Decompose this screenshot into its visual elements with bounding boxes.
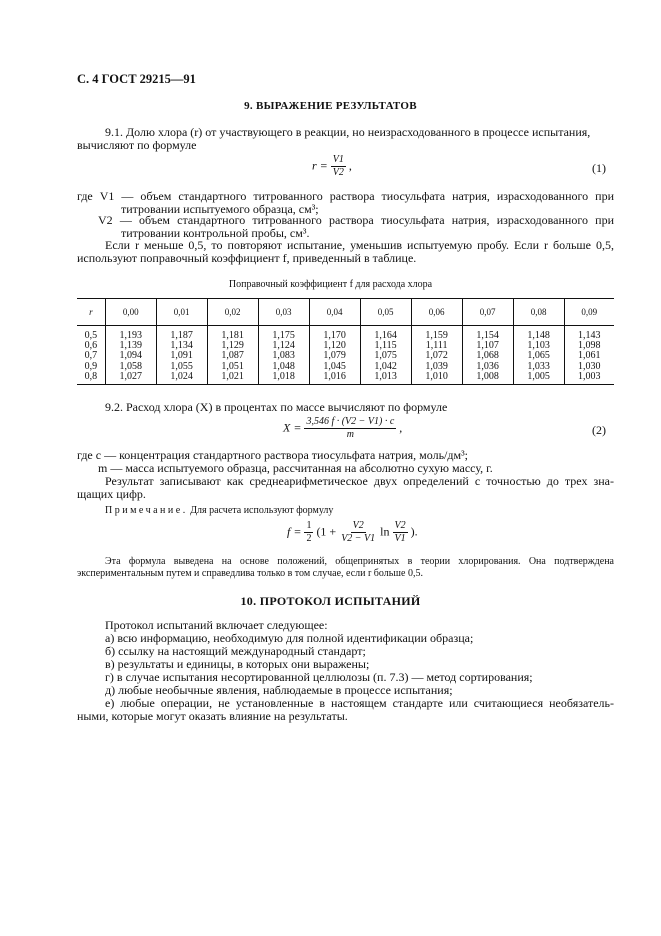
formula-1-lhs: r = <box>312 158 328 173</box>
protocol-item-g: г) в случае испытания несортированной целлюлозы (п. 7.3) — метод сортирования; <box>105 670 533 684</box>
table-cell: 1,061 <box>564 351 614 361</box>
formula-1-numerator: V1 <box>332 154 344 165</box>
table-cell: 0,6 <box>84 340 98 352</box>
table-cell: 1,033 <box>513 362 564 372</box>
formula-1-tail: , <box>348 158 352 173</box>
table-cell: 1,181 <box>207 326 258 342</box>
table-cell: 1,027 <box>105 372 156 385</box>
table-header-cell: 0,09 <box>564 299 614 326</box>
formula-3-ln-den: V1 <box>394 533 406 544</box>
paragraph-9-1-line2: вычисляют по формуле <box>77 138 197 152</box>
table-cell: 1,065 <box>513 351 564 361</box>
table-cell: 1,083 <box>258 351 309 361</box>
where-v2-line1: V2 — объем стандартного титрованного раствора тиосульфата натрия, израсходованного при <box>98 213 614 227</box>
where-v1-line1: где V1 — объем стандартного титрованного раствора тиосульфата натрия, израсходованного при <box>77 189 614 203</box>
formula-3-lhs: f = <box>287 524 302 539</box>
table-cell: 1,120 <box>309 341 360 351</box>
table-cell: 1,018 <box>258 372 309 385</box>
table-cell: 1,164 <box>360 326 411 342</box>
table-cell: 1,139 <box>105 341 156 351</box>
table-cell: 1,045 <box>309 362 360 372</box>
formula-2-number: (2) <box>592 423 606 437</box>
note <box>105 505 333 516</box>
where-v2-line2: титровании контрольной пробы, см³. <box>121 226 310 240</box>
result-line2: щащих цифр. <box>77 487 146 501</box>
table-cell: 1,170 <box>309 326 360 342</box>
formula-3 <box>287 520 418 545</box>
note-label: Примечание. <box>105 505 188 516</box>
formula-3-half <box>304 520 313 545</box>
table-header-cell: 0,06 <box>411 299 462 326</box>
table-header-row <box>77 299 614 326</box>
table-cell: 1,075 <box>360 351 411 361</box>
section-10-title: 10. ПРОТОКОЛ ИСПЫТАНИЙ <box>240 594 421 608</box>
table-cell: 1,143 <box>564 326 614 342</box>
where-c: где c — концентрация стандартного раствора тиосульфата натрия, моль/дм³; <box>77 448 469 462</box>
table-caption: Поправочный коэффициент f для расхода хлора <box>228 279 433 290</box>
table-cell: 1,148 <box>513 326 564 342</box>
table-cell: 1,008 <box>462 372 513 385</box>
table-cell: 1,103 <box>513 341 564 351</box>
table-cell: 1,003 <box>564 372 614 385</box>
table-cell: 1,124 <box>258 341 309 351</box>
formula-3-ln: ln <box>380 524 390 539</box>
table-cell: 1,036 <box>462 362 513 372</box>
protocol-item-b: б) ссылку на настоящий международный стандарт; <box>105 644 366 658</box>
table-cell: 1,051 <box>207 362 258 372</box>
table-cell: 1,079 <box>309 351 360 361</box>
formula-3-inner-fraction <box>339 520 377 545</box>
table-cell: 1,021 <box>207 372 258 385</box>
formula-3-half-num: 1 <box>306 520 312 531</box>
table-cell: 1,072 <box>411 351 462 361</box>
table-cell: 0,7 <box>84 350 98 362</box>
formula-1 <box>312 154 352 179</box>
table-cell: 1,087 <box>207 351 258 361</box>
if-r-line2: используют поправочный коэффициент f, приведенный в таблице. <box>77 251 417 265</box>
table-cell: 1,091 <box>156 351 207 361</box>
table-header-cell: 0,04 <box>309 299 360 326</box>
protocol-item-v: в) результаты и единицы, в которых они выражены; <box>105 657 370 671</box>
where-m: m — масса испытуемого образца, рассчитанная на абсолютно сухую массу, г. <box>98 461 493 475</box>
table-header-cell: 0,00 <box>105 299 156 326</box>
table-cell: 1,039 <box>411 362 462 372</box>
formula-3-inner-num: V2 <box>352 520 364 531</box>
formula-3-inner-den: V2 − V1 <box>341 533 376 544</box>
formula-2-tail: , <box>399 420 403 435</box>
table-row <box>77 326 614 342</box>
if-r-line1: Если r меньше 0,5, то повторяют испытание, уменьшив испытуемую пробу. Если r больше 0,5, <box>105 238 614 252</box>
table-cell: 0,8 <box>77 372 105 385</box>
result-line1: Результат записывают как среднеарифметическое двух определений с точностью до трех зна- <box>105 474 614 488</box>
paragraph-9-2: 9.2. Расход хлора (X) в процентах по массе вычисляют по формуле <box>105 400 448 414</box>
formula-3-ln-num: V2 <box>394 520 406 531</box>
page-header: С. 4 ГОСТ 29215—91 <box>77 72 196 86</box>
formula-3-close: ). <box>410 524 418 539</box>
table-cell: 1,159 <box>411 326 462 342</box>
formula-1-fraction <box>331 154 346 179</box>
table-cell: 1,013 <box>360 372 411 385</box>
table-cell: 1,193 <box>105 326 156 342</box>
table-header-cell: 0,05 <box>360 299 411 326</box>
paragraph-9-1-line1: 9.1. Долю хлора (r) от участвующего в реакции, но неизрасходованного в процессе испытания, <box>105 125 591 139</box>
table-cell: 1,115 <box>360 341 411 351</box>
protocol-intro: Протокол испытаний включает следующее: <box>105 618 328 632</box>
table-row <box>77 372 614 385</box>
table-cell: 1,129 <box>207 341 258 351</box>
table-cell: 1,111 <box>411 341 462 351</box>
table-cell: 1,030 <box>564 362 614 372</box>
table-header-cell: 0,07 <box>462 299 513 326</box>
table-header-cell: 0,03 <box>258 299 309 326</box>
table-cell: 1,016 <box>309 372 360 385</box>
table-cell: 1,010 <box>411 372 462 385</box>
table-cell: 1,154 <box>462 326 513 342</box>
where-v1-line2: титровании испытуемого образца, см³; <box>121 202 319 216</box>
note-text: Для расчета используют формулу <box>187 505 334 516</box>
formula-2 <box>283 416 402 441</box>
table-cell: 1,058 <box>105 362 156 372</box>
protocol-item-a: а) всю информацию, необходимую для полной идентификации образца; <box>105 631 474 645</box>
table-cell: 1,107 <box>462 341 513 351</box>
formula-1-number: (1) <box>592 161 606 175</box>
correction-table <box>77 298 614 385</box>
table-cell: 0,5 <box>84 330 98 342</box>
table-header-cell: 0,02 <box>207 299 258 326</box>
table-cell: 1,187 <box>156 326 207 342</box>
table-cell: 1,055 <box>156 362 207 372</box>
table-cell: 1,005 <box>513 372 564 385</box>
protocol-item-e-line2: ными, которые могут оказать влияние на результаты. <box>77 709 348 723</box>
note-line1: Эта формула выведена на основе положений, общепринятых в теории хлорирования. Она подтверждена <box>105 556 614 567</box>
table-cell: 1,094 <box>105 351 156 361</box>
table-cell: 1,098 <box>564 341 614 351</box>
formula-2-denominator: m <box>346 429 354 440</box>
formula-3-open: (1 + <box>316 524 337 539</box>
protocol-item-d: д) любые необычные явления, наблюдаемые в процессе испытания; <box>105 683 453 697</box>
table-cell: 0,9 <box>84 360 98 372</box>
table-cell: 1,068 <box>462 351 513 361</box>
formula-3-half-den: 2 <box>306 533 312 544</box>
protocol-item-e-line1: е) любые операции, не установленные в настоящем стандарте или считающиеся необязатель- <box>105 696 614 710</box>
table-cell: 1,134 <box>156 341 207 351</box>
formula-2-numerator: 3,546 f · (V2 − V1) · c <box>306 416 395 427</box>
table-header-cell: 0,08 <box>513 299 564 326</box>
section-9-title: 9. ВЫРАЖЕНИЕ РЕЗУЛЬТАТОВ <box>244 100 417 112</box>
formula-3-ln-fraction <box>393 520 408 545</box>
formula-1-denominator: V2 <box>332 167 344 178</box>
note-line2: экспериментальным путем и справедлива только в том случае, если r больше 0,5. <box>77 568 423 579</box>
table-cell: 1,175 <box>258 326 309 342</box>
formula-2-lhs: X = <box>283 420 302 435</box>
table-cell: 1,048 <box>258 362 309 372</box>
table-cell: 1,024 <box>156 372 207 385</box>
table-header-cell: 0,01 <box>156 299 207 326</box>
table-cell: 1,042 <box>360 362 411 372</box>
table-header-cell: r <box>77 299 105 326</box>
formula-2-fraction <box>304 416 396 441</box>
